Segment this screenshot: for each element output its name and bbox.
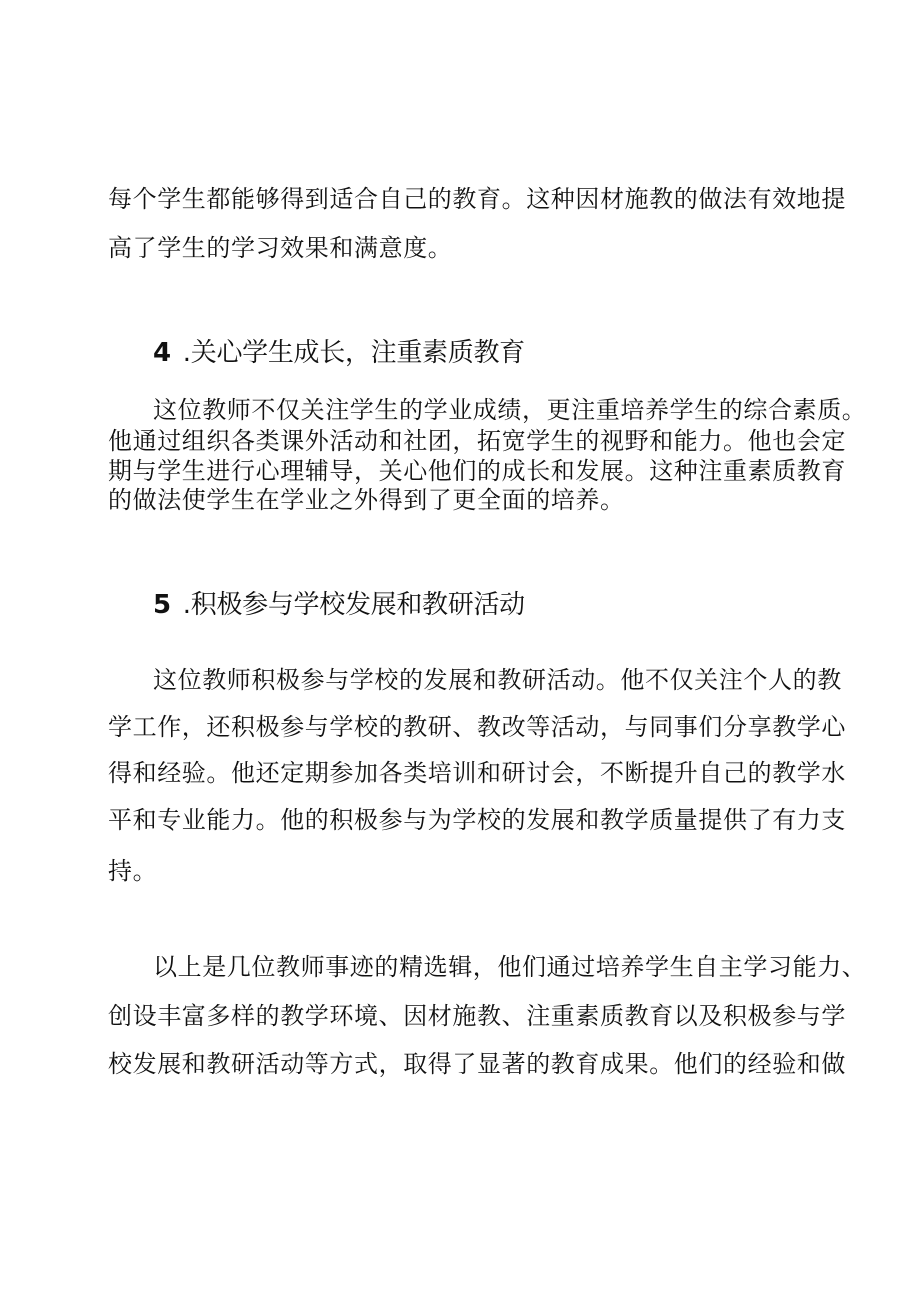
section-4-title: .关心学生成长，注重素质教育 [182,338,525,368]
section-5-number: 5 [153,590,171,620]
conclusion-line: 校发展和教研活动等方式，取得了显著的教育成果。他们的经验和做 [108,1050,846,1078]
section-4-line: 这位教师不仅关注学生的学业成绩，更注重培养学生的综合素质。 [153,396,867,424]
section-5-line: 平和专业能力。他的积极参与为学校的发展和教学质量提供了有力支 [108,806,846,834]
section-4-heading [153,336,525,370]
section-5-title: .积极参与学校发展和教研活动 [182,590,525,620]
conclusion-line: 创设丰富多样的教学环境、因材施教、注重素质教育以及积极参与学 [108,1002,846,1030]
section-5-line: 这位教师积极参与学校的发展和教研活动。他不仅关注个人的教 [153,666,842,694]
section-5-line: 学工作，还积极参与学校的教研、教改等活动，与同事们分享教学心 [108,713,846,741]
paragraph-line: 高了学生的学习效果和满意度。 [108,234,453,262]
paragraph-line: 每个学生都能够得到适合自己的教育。这种因材施教的做法有效地提 [108,185,846,213]
section-5-heading [153,588,525,622]
section-4-line: 期与学生进行心理辅导，关心他们的成长和发展。这种注重素质教育 [108,457,846,485]
section-4-line: 他通过组织各类课外活动和社团，拓宽学生的视野和能力。他也会定 [108,427,846,455]
section-5-line: 得和经验。他还定期参加各类培训和研讨会，不断提升自己的教学水 [108,759,846,787]
section-4-line: 的做法使学生在学业之外得到了更全面的培养。 [108,486,625,514]
section-5-line: 持。 [108,857,158,885]
section-4-number: 4 [153,338,171,368]
conclusion-line: 以上是几位教师事迹的精选辑，他们通过培养学生自主学习能力、 [153,953,867,981]
